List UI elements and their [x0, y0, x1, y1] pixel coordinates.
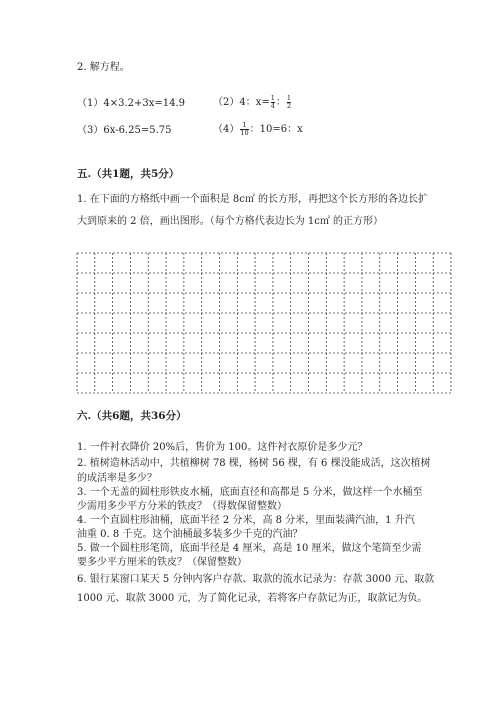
- equation-2-separator: ：: [275, 97, 286, 108]
- section-6-line: 5. 做一个圆柱形笔筒，底面半径是 4 厘米，高是 10 厘米，做这个笔筒至少需: [77, 543, 422, 554]
- section-6-line: 3. 一个无盖的圆柱形铁皮水桶，底面直径和高都是 5 分米，做这样一个水桶至: [77, 487, 423, 498]
- section-5-heading: 五.（共1题，共5分）: [77, 168, 180, 180]
- section-6-line: 1. 一件衬衣降价 20%后，售价为 100。这件衬衣原价是多少元？: [77, 442, 368, 453]
- section-6-line: 6. 银行某窗口某天 5 分钟内客户存款、取款的流水记录为：存款 3000 元、取款: [77, 574, 435, 585]
- section-6-line: 少需用多少平方分米的铁皮？（得数保留整数）: [77, 501, 287, 512]
- section-6-line: 1000 元、取款 3000 元，为了简化记录，若将客户存款记为正，取款记为负。: [77, 593, 428, 604]
- section-5-question-line-2: 大到原来的 2 倍，画出图形。（每个方格代表边长为 1c㎡ 的正方形）: [77, 216, 384, 227]
- section-6-line: 2. 植树造林活动中，共植柳树 78 棵，杨树 56 棵，有 6 棵没能成活，这次植树: [77, 458, 431, 469]
- fraction-numerator: 1: [242, 121, 247, 129]
- section-6-line: 4. 一个直圆柱形油桶，底面半径 2 分米，高 8 分米，里面装满汽油，1 升汽: [77, 515, 415, 526]
- section-6-heading: 六.（共6题，共36分）: [77, 410, 187, 422]
- section-6-line: 的成活率是多少？: [77, 473, 157, 484]
- equation-4-prefix: （4）: [213, 124, 240, 135]
- part2-heading: 2. 解方程。: [77, 62, 130, 73]
- section-5-question-line-1: 1. 在下面的方格纸中画一个面积是 8c㎡ 的长方形，再把这个长方形的各边长扩: [77, 194, 429, 205]
- fraction-denominator: 2: [286, 102, 292, 110]
- fraction-numerator: 1: [270, 94, 275, 102]
- equation-4-suffix: ：10=6：x: [249, 124, 303, 135]
- equation-2-prefix: （2）4：x=: [213, 97, 270, 108]
- section-6-line: 要多少平方厘米的铁皮？（保留整数）: [77, 557, 247, 568]
- equation-3: （3）6x-6.25=5.75: [77, 125, 172, 136]
- fraction-denominator: 4: [270, 102, 275, 110]
- fraction-numerator: 1: [286, 94, 292, 102]
- fraction-denominator: 10: [240, 129, 249, 137]
- section-6-line: 油重 0. 8 千克。这个油桶最多装多少千克的汽油？: [77, 529, 303, 540]
- equation-1: （1）4×3.2+3x=14.9: [77, 98, 186, 109]
